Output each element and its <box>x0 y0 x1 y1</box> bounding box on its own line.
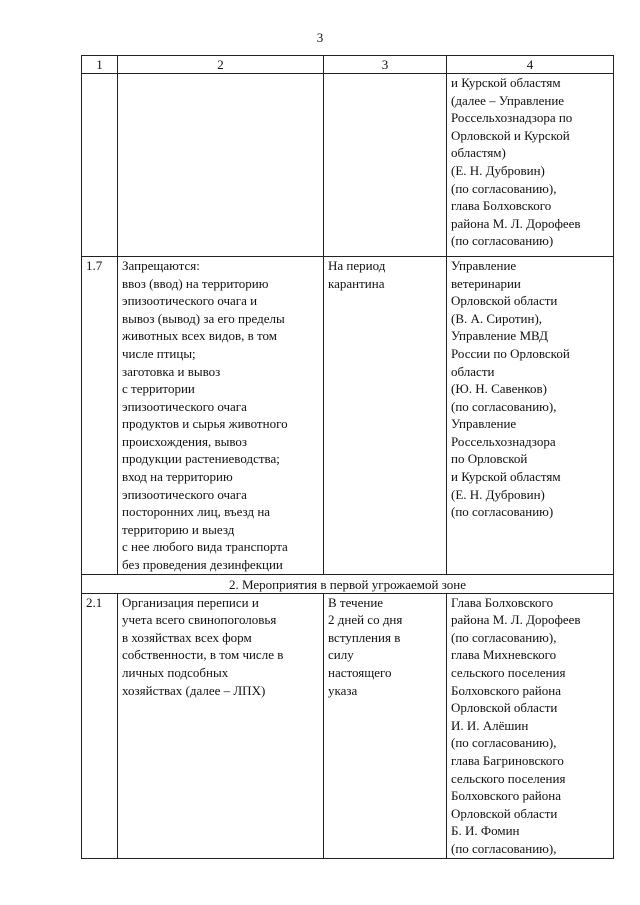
measures-table <box>81 55 614 859</box>
cell-num <box>82 593 118 858</box>
table-row-2-1 <box>82 593 614 858</box>
cell-measure <box>118 74 324 257</box>
cell-responsible <box>447 74 614 257</box>
table-row-1-7 <box>82 256 614 574</box>
cell-period <box>324 74 447 257</box>
cell-period <box>324 256 447 574</box>
period-text: На период карантина <box>328 257 386 291</box>
column-header-2: 2 <box>118 56 324 74</box>
measure-text: Организация переписи и учета всего свинопоголовья в хозяйствах всех форм собственности, в том числе в личных подсобных хозяйствах (далее – ЛПХ) <box>122 594 284 698</box>
measure-text: Запрещаются: ввоз (ввод) на территорию эпизоотического очага и вывоз (вывод) за его пределы животных всех видов, в том числе птицы; заготовка и вывоз с территории эпизоотического очага продуктов и сырья животного происхождения, вывоз продукции растениеводства; вход на территорию эпизоотического очага посторонних лиц, въезд на территорию и выезд с нее любого вида транспорта без проведения дезинфекции <box>122 257 288 573</box>
cell-responsible <box>447 593 614 858</box>
cell-responsible <box>447 256 614 574</box>
cell-measure <box>118 256 324 574</box>
column-header-3: 3 <box>324 56 447 74</box>
column-header-1: 1 <box>82 56 118 74</box>
row-number: 1.7 <box>86 257 103 273</box>
cell-num <box>82 74 118 257</box>
cell-period <box>324 593 447 858</box>
row-number: 2.1 <box>86 594 103 610</box>
responsible-text: Управление ветеринарии Орловской области (В. А. Сиротин), Управление МВД России по Орловской области (Ю. Н. Савенков) (по согласованию), Управление Россельхознадзора по Орловской и Курской областям (Е. Н. Дубровин) (по согласованию) <box>451 257 570 520</box>
table-header-row <box>82 56 614 74</box>
page-number: 3 <box>316 30 324 45</box>
section-header-row <box>82 574 614 593</box>
cell-measure <box>118 593 324 858</box>
section-title: 2. Мероприятия в первой угрожаемой зоне <box>82 574 614 593</box>
cell-num <box>82 256 118 574</box>
table-row-continued <box>82 74 614 257</box>
responsible-text: Глава Болховского района М. Л. Дорофеев (по согласованию), глава Михневского сельского поселения Болховского района Орловской области И. И. Алёшин (по согласованию), глава Багриновского сельского поселения Болховского района Орловской области Б. И. Фомин (по согласованию), <box>451 594 581 856</box>
period-text: В течение 2 дней со дня вступления в силу настоящего указа <box>328 594 403 698</box>
column-header-4: 4 <box>447 56 614 74</box>
responsible-text: и Курской областям (далее – Управление Россельхознадзора по Орловской и Курской областям) (Е. Н. Дубровин) (по согласованию), глава Болховского района М. Л. Дорофеев (по согласованию) <box>451 75 581 249</box>
